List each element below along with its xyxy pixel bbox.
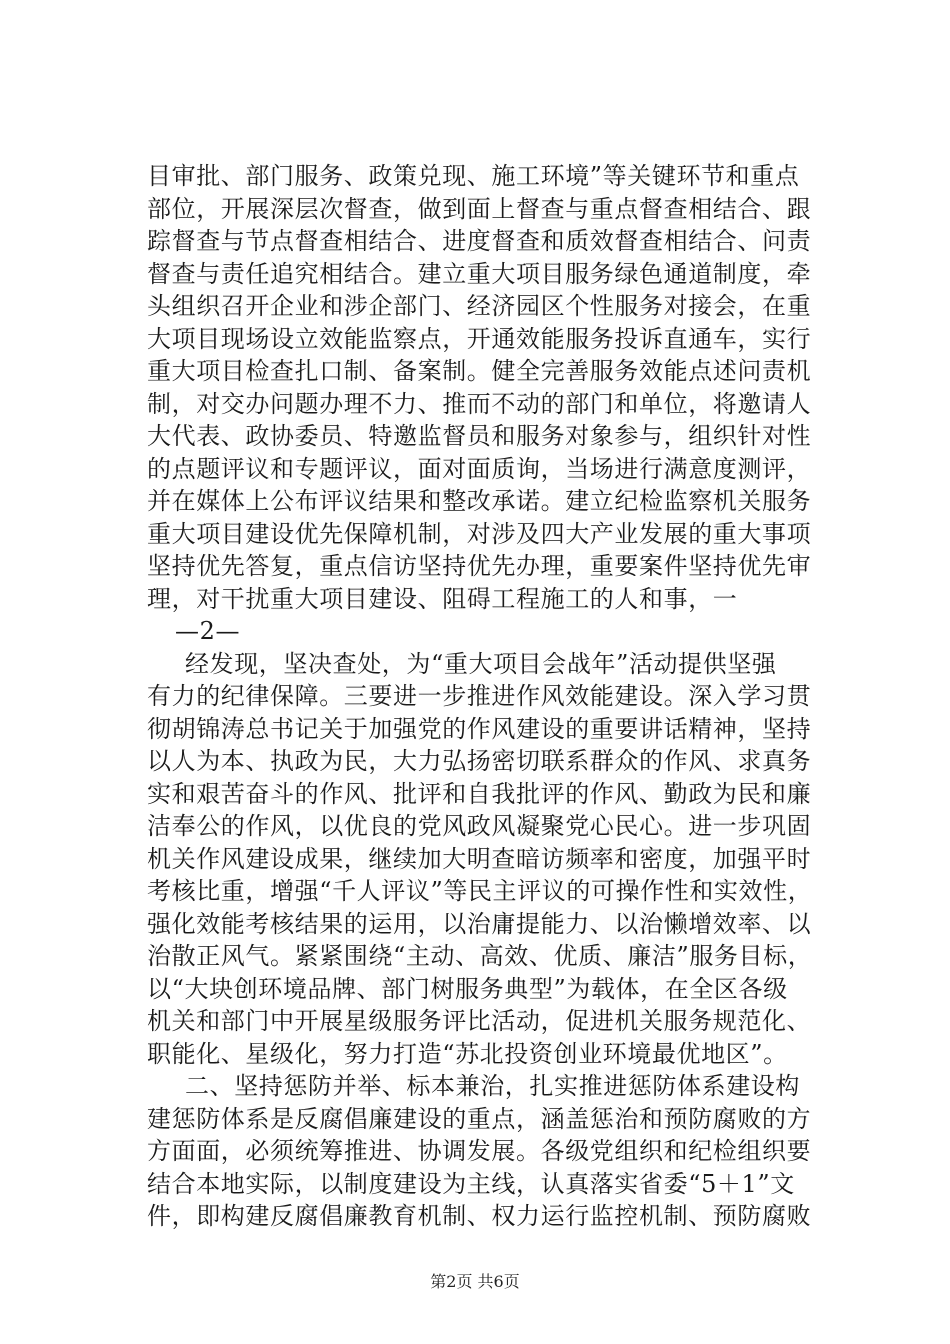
text-line: 重大项目建设优先保障机制，对涉及四大产业发展的重大事项 xyxy=(147,519,812,548)
text-line: 并在媒体上公布评议结果和整改承诺。建立纪检监察机关服务 xyxy=(147,487,812,515)
text-line: 彻胡锦涛总书记关于加强党的作风建设的重要讲话精神，坚持 xyxy=(147,714,812,743)
text-line: 大项目现场设立效能监察点，开通效能服务投诉直通车，实行 xyxy=(147,324,812,353)
text-line: 以“大块创环境品牌、部门树服务典型”为载体，在全区各级 xyxy=(147,974,788,1003)
text-line: 重大项目检查扎口制、备案制。健全完善服务效能点述问责机 xyxy=(147,357,812,385)
text-line: 件，即构建反腐倡廉教育机制、权力运行监控机制、预防腐败 xyxy=(147,1202,812,1230)
text-line: 有力的纪律保障。三要进一步推进作风效能建设。深入学习贯 xyxy=(147,682,812,710)
text-line: 洁奉公的作风，以优良的党风政风凝聚党心民心。进一步巩固 xyxy=(147,812,812,840)
text-line: 目审批、部门服务、政策兑现、施工环境”等关键环节和重点 xyxy=(147,162,800,190)
paragraph-first-line: 经发现，坚决查处，为“重大项目会战年”活动提供坚强 xyxy=(185,649,777,678)
text-line: 实和艰苦奋斗的作风、批评和自我批评的作风、勤政为民和廉 xyxy=(147,779,812,808)
page-footer: 第2页 共6页 xyxy=(430,1272,520,1291)
text-line: 督查与责任追究相结合。建立重大项目服务绿色通道制度，牵 xyxy=(147,259,812,288)
inline-page-number: —2— xyxy=(175,617,241,645)
text-line: 部位，开展深层次督查，做到面上督查与重点督查相结合、跟 xyxy=(147,194,812,223)
text-line: 建惩防体系是反腐倡廉建设的重点，涵盖惩治和预防腐败的方 xyxy=(147,1104,812,1133)
text-line: 大代表、政协委员、特邀监督员和服务对象参与，组织针对性 xyxy=(147,422,812,450)
text-line: 方面面，必须统筹推进、协调发展。各级党组织和纪检组织要 xyxy=(147,1137,812,1165)
text-line: 以人为本、执政为民，大力弘扬密切联系群众的作风、求真务 xyxy=(147,747,812,775)
text-line: 考核比重，增强“千人评议”等民主评议的可操作性和实效性， xyxy=(147,877,813,905)
text-line: 职能化、星级化，努力打造“苏北投资创业环境最优地区”。 xyxy=(147,1039,788,1068)
text-line: 机关和部门中开展星级服务评比活动，促进机关服务规范化、 xyxy=(147,1007,812,1035)
text-line: 制，对交办问题办理不力、推而不动的部门和单位，将邀请人 xyxy=(147,389,812,418)
document-body xyxy=(147,160,817,1233)
text-line: 治散正风气。紧紧围绕“主动、高效、优质、廉洁”服务目标， xyxy=(147,942,813,970)
text-line: 强化效能考核结果的运用，以治庸提能力、以治懒增效率、以 xyxy=(147,909,812,938)
text-line: 的点题评议和专题评议，面对面质询，当场进行满意度测评， xyxy=(147,454,812,483)
text-line: 机关作风建设成果，继续加大明查暗访频率和密度，加强平时 xyxy=(147,844,812,873)
text-line: 结合本地实际，以制度建设为主线，认真落实省委“5＋1”文 xyxy=(147,1169,795,1198)
section-heading-line: 二、坚持惩防并举、标本兼治，扎实推进惩防体系建设构 xyxy=(185,1072,800,1100)
text-line: 坚持优先答复，重点信访坚持优先办理，重要案件坚持优先审 xyxy=(147,552,812,580)
text-line: 理，对干扰重大项目建设、阻碍工程施工的人和事，一 xyxy=(147,584,738,613)
text-line: 踪督查与节点督查相结合、进度督查和质效督查相结合、问责 xyxy=(147,227,812,255)
text-line: 头组织召开企业和涉企部门、经济园区个性服务对接会，在重 xyxy=(147,292,812,320)
